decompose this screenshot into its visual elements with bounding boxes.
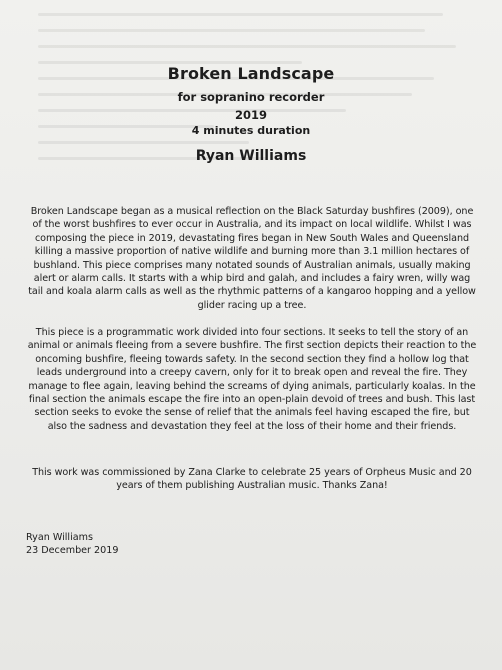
program-note-paragraph-2: This piece is a programmatic work divided into four sections. It seeks to tell the story of an animal or animals fleeing from a severe bushfire. The first section depicts their reaction to the oncoming bushfire, fleeing towards safety. In the second section they find a hollow log that leads underground into a creepy cavern, only for it to break open and reveal the fire. They manage to flee again, leaving behind the screams of dying animals, particularly koalas. In the final section the animals escape the fire into an open-plain devoid of trees and bush. This last section seeks to evoke the sense of relief that the animals feel having escaped the fire, but also the sadness and devastation they feel at the loss of their home and their friends. <box>27 327 477 432</box>
program-note-paragraph-3: This work was commissioned by Zana Clarke to celebrate 25 years of Orpheus Music and 20 years of them publishing Australian music. Thanks Zana! <box>32 467 472 492</box>
composer-name: Ryan Williams <box>195 148 307 164</box>
instrument-line: for sopranino recorder <box>177 90 325 104</box>
program-note-paragraph-1: Broken Landscape began as a musical reflection on the Black Saturday bushfires (2009), one of the worst bushfires to ever occur in Australia, and its impact on local wildlife. Whilst I was composing the piece in 2019, devastating fires began in New South Wales and Queensland killing a massive proportion of native wildlife and burning more than 3.1 million hectares of bushland. This piece comprises many notated sounds of Australian animals, usually making alert or alarm calls. It starts with a whip bird and galah, and includes a fairy wren, willy wag tail and koala alarm calls as well as the rhythmic patterns of a kangaroo hopping and a yellow glider racing up a tree. <box>28 206 476 311</box>
signature-name: Ryan Williams <box>26 532 93 543</box>
duration-line: 4 minutes duration <box>191 124 311 137</box>
document-title: Broken Landscape <box>167 64 335 83</box>
signature-date: 23 December 2019 <box>26 545 119 556</box>
composition-year: 2019 <box>234 108 267 122</box>
